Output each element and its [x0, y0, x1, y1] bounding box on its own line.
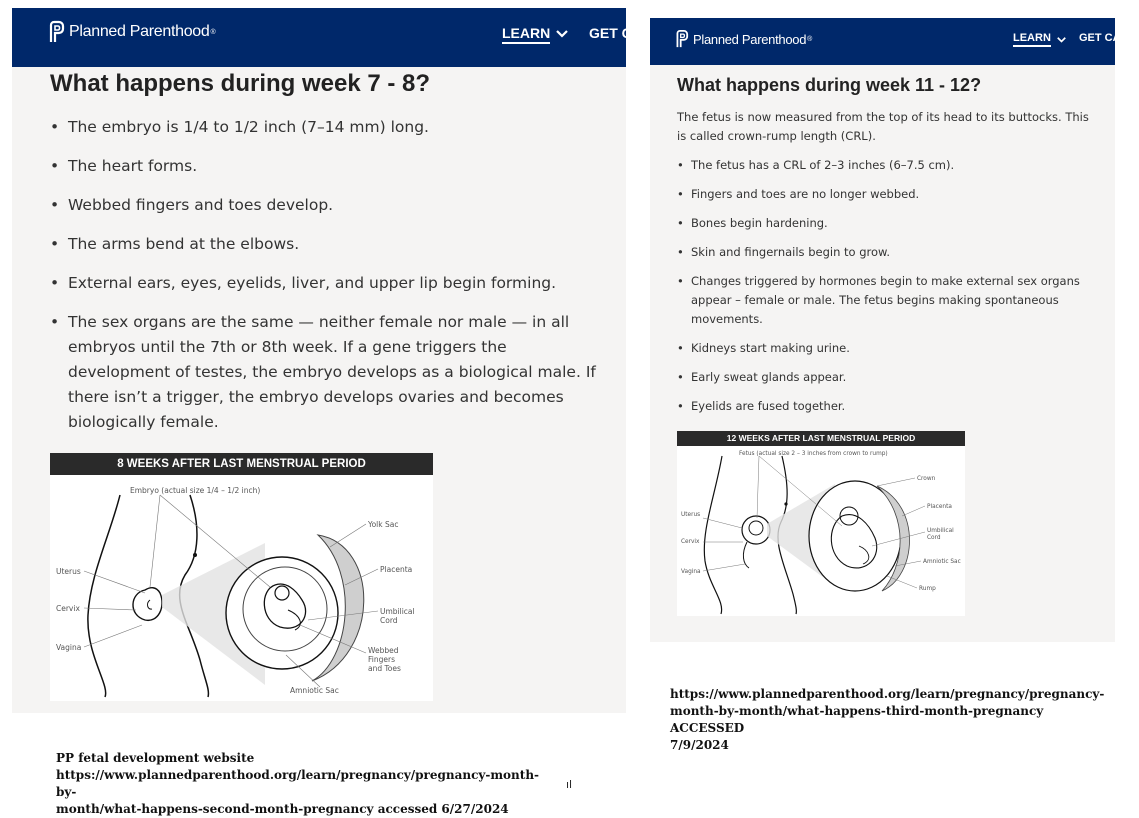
week-7-8-source-caption — [56, 750, 556, 818]
caption-url-line: https://www.plannedparenthood.org/learn/pregnancy/pregnancy-month-by- — [56, 768, 540, 799]
chevron-down-icon — [1057, 37, 1066, 43]
nav-learn-menu[interactable] — [502, 25, 568, 44]
list-item: • Changes triggered by hormones begin to make external sex organs appear – female or male. The fetus begins making spontaneous movements. — [677, 272, 1097, 329]
label-fingers: Fingers — [368, 655, 395, 664]
list-item: • Kidneys start making urine. — [677, 339, 1097, 358]
logo-text: Planned Parenthood — [69, 23, 210, 40]
section-heading: What happens during week 7 - 8? — [50, 70, 431, 97]
label-amniotic-sac: Amniotic Sac — [290, 686, 339, 695]
label-vagina: Vagina — [681, 569, 701, 575]
nav-learn-menu[interactable] — [1013, 32, 1066, 47]
development-list — [677, 156, 1097, 426]
list-item: • The heart forms. — [50, 154, 610, 179]
label-vagina: Vagina — [56, 643, 82, 652]
list-item: • Bones begin hardening. — [677, 214, 1097, 233]
list-item: • Early sweat glands appear. — [677, 368, 1097, 387]
section-heading: What happens during week 11 - 12? — [677, 75, 982, 95]
caption-url-line: month/what-happens-second-month-pregnancy accessed 6/27/2024 — [56, 802, 509, 816]
chevron-down-icon — [556, 30, 568, 38]
logo-text: Planned Parenthood — [693, 31, 807, 47]
list-item: • Webbed fingers and toes develop. — [50, 193, 610, 218]
label-placenta: Placenta — [380, 565, 413, 574]
label-crown: Crown — [917, 476, 936, 482]
label-and-toes: and Toes — [368, 664, 401, 673]
diagram-subtitle: Fetus (actual size 2 – 3 inches from crown to rump) — [739, 451, 888, 457]
site-navbar — [12, 8, 632, 67]
label-umbilical: Umbilical — [927, 528, 954, 534]
embryo-diagram-8-weeks — [50, 453, 433, 701]
week-7-8-screenshot — [12, 8, 632, 713]
label-cord: Cord — [380, 616, 398, 625]
list-item: • Fingers and toes are no longer webbed. — [677, 185, 1097, 204]
site-logo[interactable] — [48, 21, 215, 43]
caption-url-line: 7/9/2024 — [670, 738, 729, 752]
cursor-mark: ıl — [566, 778, 573, 791]
label-cervix: Cervix — [56, 604, 80, 613]
label-rump: Rump — [919, 586, 936, 592]
label-cord: Cord — [927, 535, 941, 541]
fetus-illustration — [677, 446, 965, 616]
planned-parenthood-logo-icon — [48, 21, 64, 43]
list-item: • The fetus has a CRL of 2–3 inches (6–7.5 cm). — [677, 156, 1097, 175]
development-list — [50, 115, 610, 449]
list-item: • The arms bend at the elbows. — [50, 232, 610, 257]
list-item: • The sex organs are the same — neither female nor male — in all embryos until the 7th or 8th week. If a gene triggers the development of testes, the embryo develops as a biological male. If there isn’t a trigger, the embryo develops ovaries and becomes biologically female. — [50, 310, 610, 435]
caption-url-line: month-by-month/what-happens-third-month-pregnancy ACCESSED — [670, 704, 1044, 735]
list-item: • Eyelids are fused together. — [677, 397, 1097, 416]
label-uterus: Uterus — [681, 512, 701, 518]
label-uterus: Uterus — [56, 567, 81, 576]
label-yolk-sac: Yolk Sac — [368, 520, 399, 529]
caption-url-line: https://www.plannedparenthood.org/learn/pregnancy/pregnancy- — [670, 687, 1105, 701]
label-umbilical: Umbilical — [380, 607, 415, 616]
list-item: • The embryo is 1/4 to 1/2 inch (7–14 mm) long. — [50, 115, 610, 140]
nav-get-care-link[interactable]: GET C — [589, 25, 632, 41]
diagram-title: 12 WEEKS AFTER LAST MENSTRUAL PERIOD — [677, 431, 965, 446]
week-11-12-source-caption — [670, 686, 1110, 754]
list-item: • Skin and fingernails begin to grow. — [677, 243, 1097, 262]
label-webbed: Webbed — [368, 646, 399, 655]
nav-get-care-link[interactable]: GET CA — [1079, 32, 1121, 44]
diagram-subtitle: Embryo (actual size 1/4 – 1/2 inch) — [130, 486, 261, 495]
label-cervix: Cervix — [681, 539, 700, 545]
planned-parenthood-logo-icon — [675, 30, 688, 48]
site-navbar — [650, 18, 1121, 65]
diagram-title: 8 WEEKS AFTER LAST MENSTRUAL PERIOD — [50, 453, 433, 475]
registered-mark: ® — [210, 28, 216, 36]
nav-learn-label: LEARN — [502, 25, 550, 44]
week-11-12-screenshot — [650, 18, 1121, 642]
site-logo[interactable] — [675, 30, 812, 48]
embryo-illustration — [50, 475, 433, 701]
registered-mark: ® — [807, 35, 813, 43]
label-placenta: Placenta — [927, 504, 952, 510]
list-item: • External ears, eyes, eyelids, liver, and upper lip begin forming. — [50, 271, 610, 296]
fetus-diagram-12-weeks — [677, 431, 965, 616]
nav-learn-label: LEARN — [1013, 32, 1051, 47]
caption-line: PP fetal development website — [56, 751, 255, 765]
intro-paragraph: The fetus is now measured from the top of its head to its buttocks. This is called crown-rump length (CRL). — [677, 110, 1089, 143]
label-amniotic-sac: Amniotic Sac — [923, 559, 961, 565]
